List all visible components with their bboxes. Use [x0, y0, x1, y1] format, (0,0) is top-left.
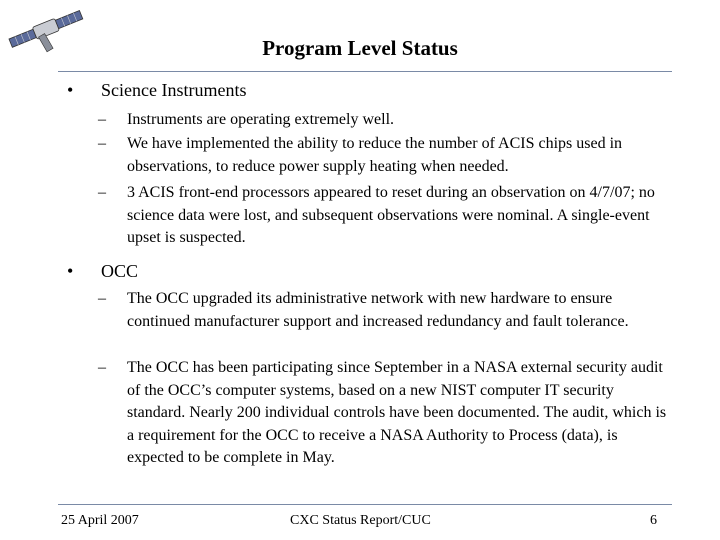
- footer-center: CXC Status Report/CUC: [290, 513, 431, 528]
- slide-title: Program Level Status: [262, 36, 458, 60]
- list-item-text: 3 ACIS front-end processors appeared to reset during an observation on 4/7/07; no science data were lost, and subsequent observations were nominal. A single-event upset is suspected.: [127, 184, 655, 246]
- bullet-marker: •: [67, 261, 74, 281]
- page-number: 6: [650, 513, 657, 528]
- dash-marker: –: [98, 135, 106, 152]
- list-item: [98, 109, 668, 132]
- dash-marker: –: [98, 111, 106, 128]
- list-item: [98, 288, 668, 333]
- section-heading: OCC: [101, 261, 139, 281]
- list-item-text: The OCC has been participating since September in a NASA external security audit of the OCC’s computer systems, based on a new NIST computer IT security standard. Nearly 200 individual controls have been documented. The audit, which is a requirement for the OCC to receive a NASA Authority to Process (data), is expected to be complete in May.: [127, 359, 667, 466]
- bullet-marker: •: [67, 80, 74, 100]
- footer-divider: [58, 504, 672, 505]
- dash-marker: –: [98, 184, 106, 201]
- list-item-text: Instruments are operating extremely well.: [127, 111, 395, 128]
- title-divider: [58, 71, 672, 72]
- list-item-text: We have implemented the ability to reduce the number of ACIS chips used in observations, to reduce power supply heating when needed.: [127, 135, 623, 175]
- list-item-text: The OCC upgraded its administrative network with new hardware to ensure continued manufacturer support and increased redundancy and fault tolerance.: [127, 290, 629, 330]
- section-heading: Science Instruments: [101, 80, 247, 100]
- dash-marker: –: [98, 290, 106, 307]
- list-item: [98, 133, 668, 178]
- list-item: [98, 357, 668, 470]
- dash-marker: –: [98, 359, 106, 376]
- footer-date: 25 April 2007: [61, 513, 139, 528]
- list-item: [98, 182, 668, 250]
